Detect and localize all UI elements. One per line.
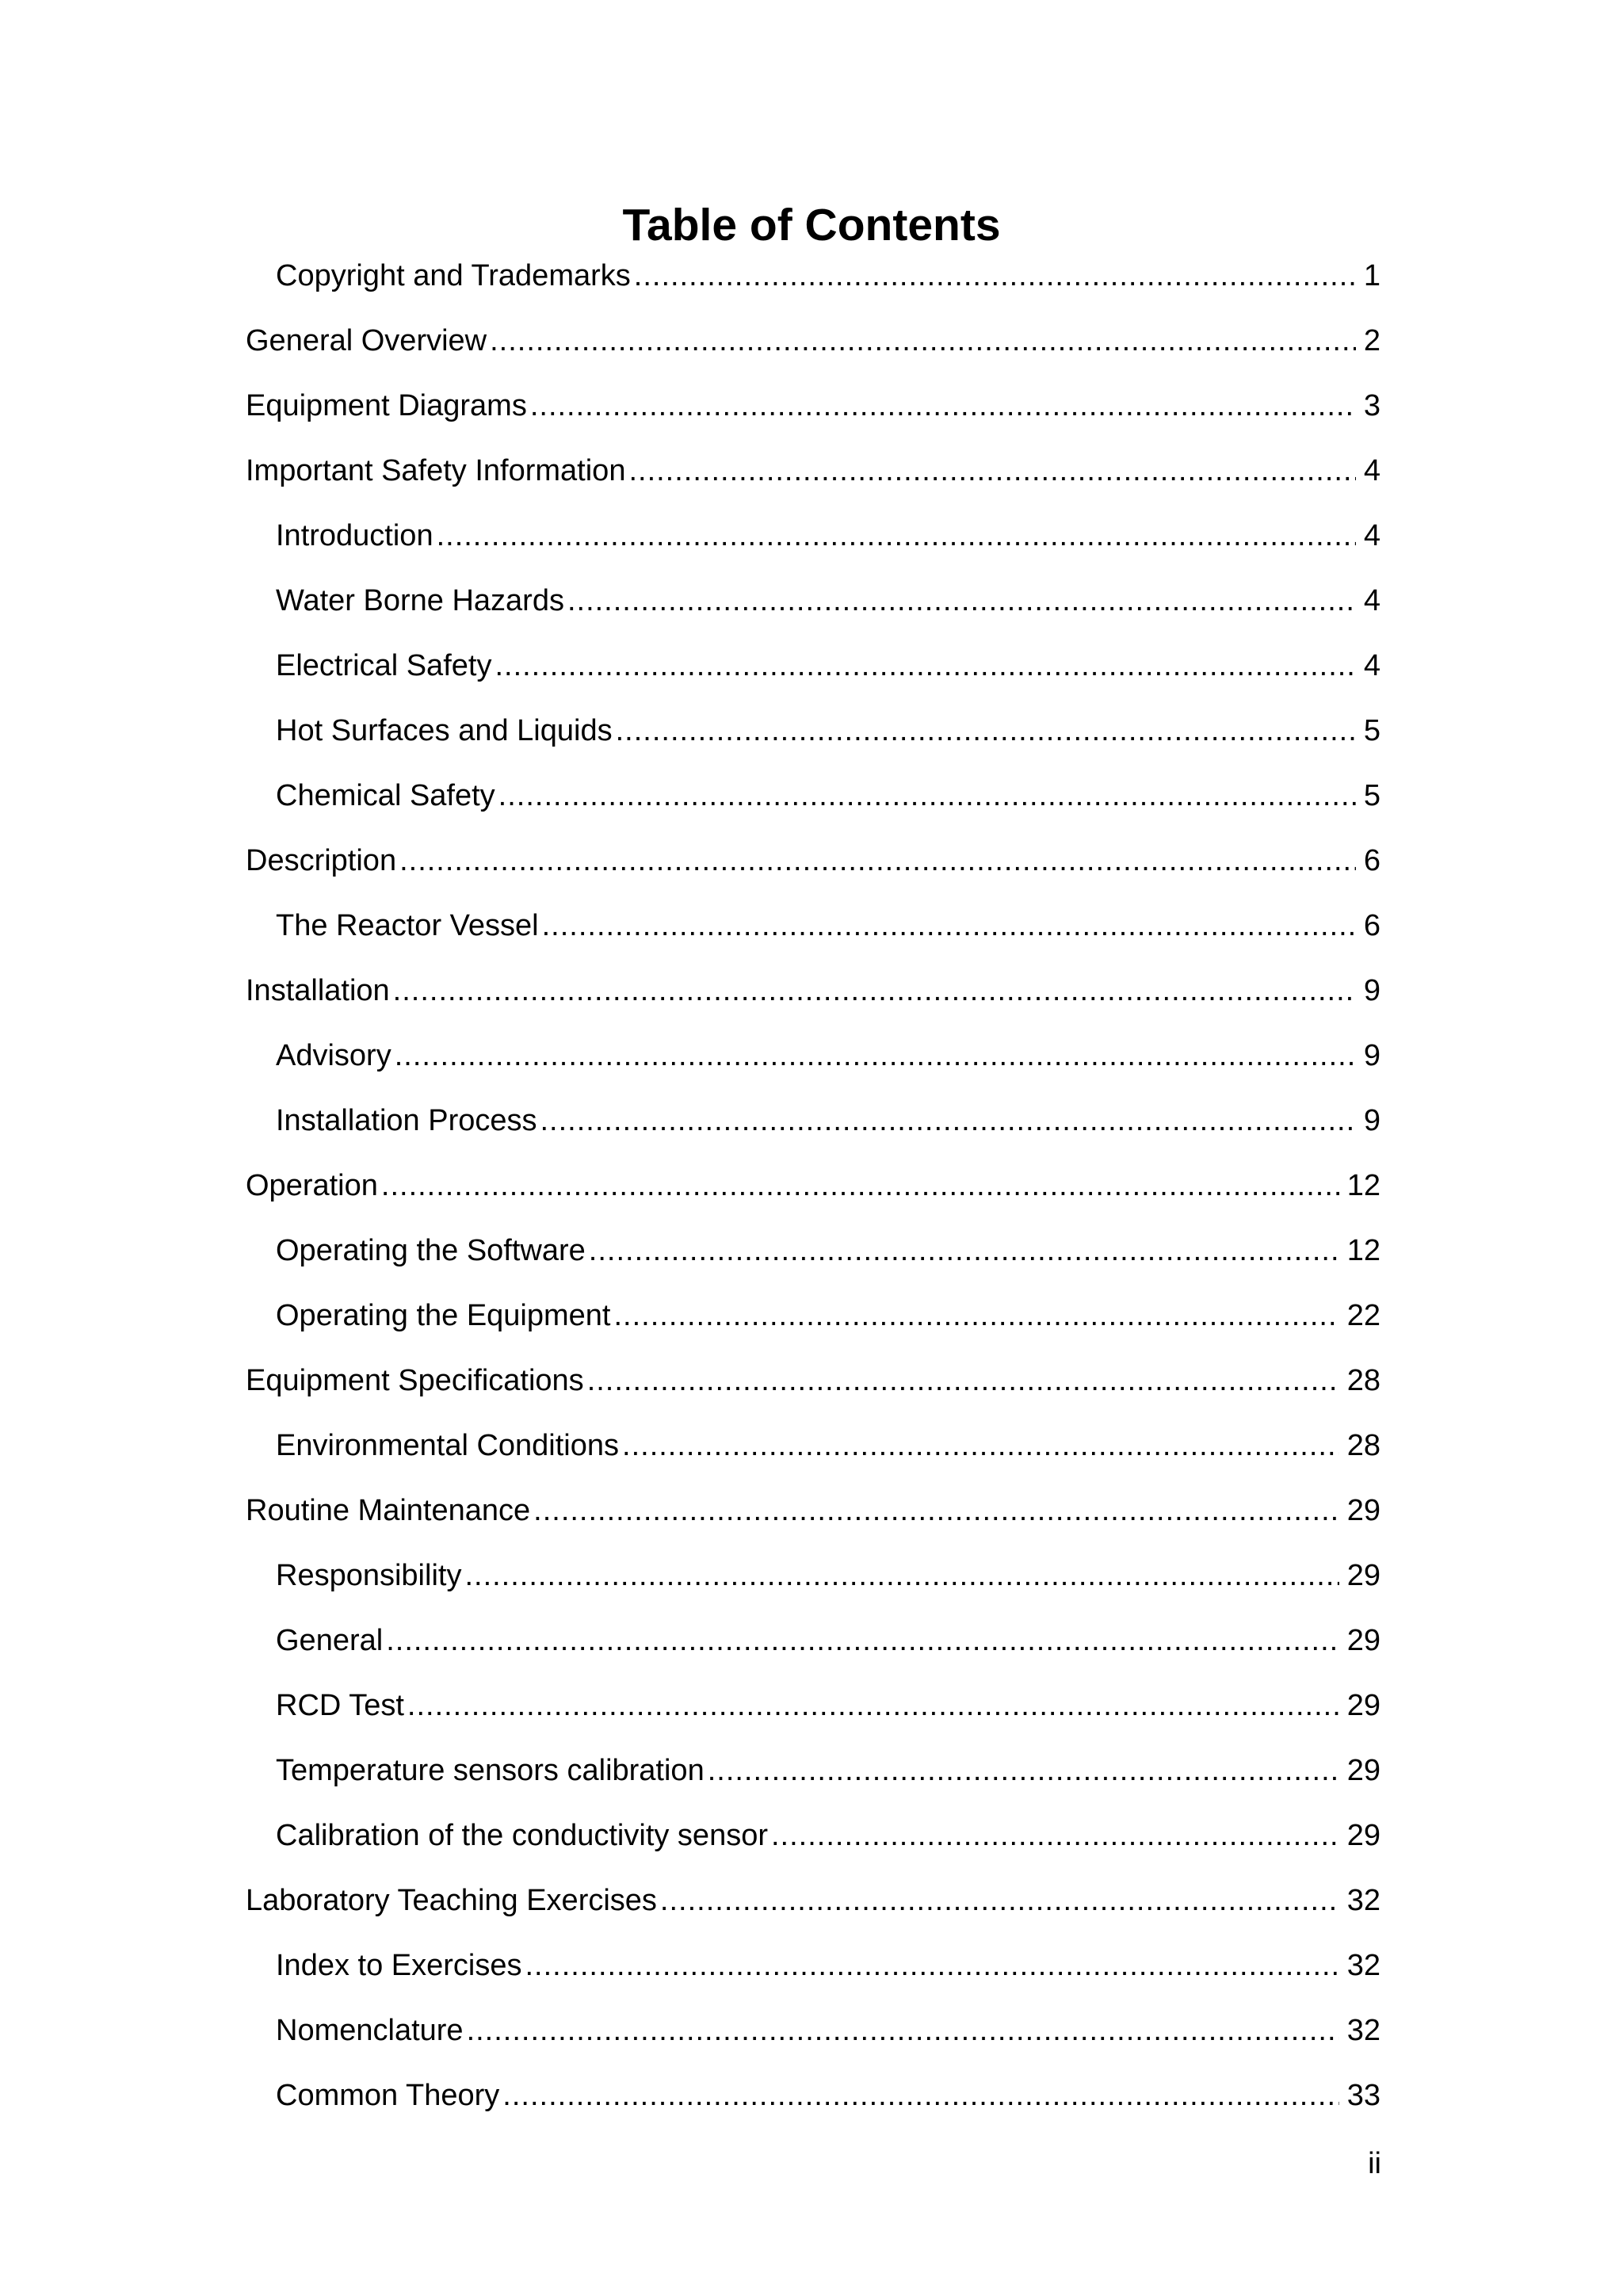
toc-dot-leader (622, 1417, 1339, 1474)
toc-entry-page: 5 (1363, 714, 1381, 747)
toc-entry-page: 32 (1346, 1949, 1381, 1982)
toc-dot-leader (614, 1287, 1339, 1344)
toc-entry-page: 12 (1346, 1234, 1381, 1267)
toc-entry-page: 29 (1346, 1624, 1381, 1657)
toc-entry[interactable] (246, 247, 1381, 312)
toc-dot-leader (399, 832, 1356, 889)
toc-entry[interactable] (246, 832, 1381, 897)
toc-entry-title: Description (246, 844, 397, 877)
toc-dot-leader (395, 1027, 1356, 1084)
toc-dot-leader (587, 1352, 1339, 1409)
toc-entry[interactable] (246, 1417, 1381, 1482)
toc-dot-leader (589, 1222, 1339, 1279)
toc-entry-title: Temperature sensors calibration (276, 1754, 705, 1787)
toc-entry[interactable] (246, 1222, 1381, 1287)
toc-dot-leader (490, 312, 1356, 369)
toc-entry-page: 29 (1346, 1494, 1381, 1527)
toc-dot-leader (660, 1872, 1339, 1929)
toc-dot-leader (467, 2002, 1339, 2059)
toc-entry-page: 29 (1346, 1754, 1381, 1787)
toc-entry-page: 29 (1346, 1689, 1381, 1722)
toc-entry-page: 22 (1346, 1299, 1381, 1332)
toc-entry[interactable] (246, 1157, 1381, 1222)
toc-entry-title: Water Borne Hazards (276, 584, 564, 617)
toc-entry-title: Environmental Conditions (276, 1429, 620, 1462)
toc-entry-page: 9 (1363, 974, 1381, 1007)
toc-entry-page: 12 (1346, 1169, 1381, 1202)
toc-entry[interactable] (246, 572, 1381, 637)
toc-dot-leader (407, 1677, 1339, 1734)
toc-entry-title: Operating the Equipment (276, 1299, 611, 1332)
toc-entry-title: Chemical Safety (276, 779, 495, 812)
toc-entry[interactable] (246, 1807, 1381, 1872)
toc-entry-page: 9 (1363, 1104, 1381, 1137)
toc-entry-title: Installation Process (276, 1104, 537, 1137)
toc-dot-leader (498, 767, 1356, 824)
toc-dot-leader (771, 1807, 1339, 1864)
toc-entry-page: 5 (1363, 779, 1381, 812)
toc-entry-page: 1 (1363, 259, 1381, 292)
toc-dot-leader (634, 247, 1356, 304)
toc-entry[interactable] (246, 1092, 1381, 1157)
toc-dot-leader (495, 637, 1355, 694)
toc-entry-title: Laboratory Teaching Exercises (246, 1884, 657, 1917)
toc-dot-leader (381, 1157, 1339, 1214)
toc-dot-leader (616, 702, 1356, 759)
toc-dot-leader (386, 1612, 1339, 1669)
toc-entry-title: Electrical Safety (276, 649, 492, 682)
toc-entry-title: The Reactor Vessel (276, 909, 539, 942)
toc-entry-title: Hot Surfaces and Liquids (276, 714, 613, 747)
toc-entry[interactable] (246, 377, 1381, 442)
toc-entry[interactable] (246, 702, 1381, 767)
toc-entry-page: 32 (1346, 1884, 1381, 1917)
toc-entry-page: 2 (1363, 324, 1381, 357)
toc-dot-leader (530, 377, 1356, 434)
toc-entry-page: 33 (1346, 2079, 1381, 2112)
toc-entry[interactable] (246, 1612, 1381, 1677)
toc-entry[interactable] (246, 1742, 1381, 1807)
toc-entry-title: Operating the Software (276, 1234, 586, 1267)
toc-entry[interactable] (246, 1677, 1381, 1742)
toc-entry-title: Installation (246, 974, 390, 1007)
toc-entry-title: Responsibility (276, 1559, 462, 1592)
toc-entry-title: Routine Maintenance (246, 1494, 531, 1527)
toc-dot-leader (567, 572, 1356, 629)
toc-entry-title: Important Safety Information (246, 454, 626, 487)
toc-entry-page: 6 (1363, 909, 1381, 942)
toc-dot-leader (628, 442, 1355, 499)
toc-entry-title: Advisory (276, 1039, 391, 1072)
toc-entry-title: Copyright and Trademarks (276, 259, 631, 292)
toc-entry[interactable] (246, 897, 1381, 962)
toc-entry[interactable] (246, 637, 1381, 702)
toc-entry-page: 3 (1363, 389, 1381, 422)
toc-entry[interactable] (246, 312, 1381, 377)
toc-entry-title: Index to Exercises (276, 1949, 522, 1982)
toc-entry-title: RCD Test (276, 1689, 404, 1722)
toc-entry-page: 28 (1346, 1364, 1381, 1397)
toc-dot-leader (542, 897, 1356, 954)
toc-dot-leader (393, 962, 1356, 1019)
toc-dot-leader (502, 2067, 1338, 2124)
toc-entry-page: 6 (1363, 844, 1381, 877)
toc-entry[interactable] (246, 2067, 1381, 2132)
toc-entry[interactable] (246, 1287, 1381, 1352)
toc-entry-title: General (276, 1624, 384, 1657)
toc-entry[interactable] (246, 1547, 1381, 1612)
toc-entry-page: 4 (1363, 584, 1381, 617)
toc-entry[interactable] (246, 1872, 1381, 1937)
toc-entry-page: 29 (1346, 1559, 1381, 1592)
page-number: ii (1368, 2147, 1381, 2180)
toc-entry-title: Nomenclature (276, 2014, 464, 2047)
toc-entry-page: 29 (1346, 1819, 1381, 1852)
toc-entry-page: 4 (1363, 649, 1381, 682)
toc-entry-page: 28 (1346, 1429, 1381, 1462)
toc-dot-leader (437, 507, 1356, 564)
toc-entry[interactable] (246, 1482, 1381, 1547)
toc-dot-leader (525, 1937, 1338, 1994)
toc-entry-title: Operation (246, 1169, 378, 1202)
toc-entry-page: 4 (1363, 519, 1381, 552)
toc-entry[interactable] (246, 507, 1381, 572)
toc-entry-page: 4 (1363, 454, 1381, 487)
toc-entry[interactable] (246, 962, 1381, 1027)
toc-entry[interactable] (246, 1352, 1381, 1417)
page-title: Table of Contents (622, 200, 1001, 250)
toc-entry-title: Equipment Diagrams (246, 389, 527, 422)
toc-dot-leader (540, 1092, 1356, 1149)
toc-entry-title: Introduction (276, 519, 433, 552)
toc-dot-leader (533, 1482, 1339, 1539)
toc-entry-title: Equipment Specifications (246, 1364, 584, 1397)
toc-entry[interactable] (246, 442, 1381, 507)
toc-entry-title: Common Theory (276, 2079, 500, 2112)
table-of-contents (246, 247, 1381, 2132)
toc-entry[interactable] (246, 767, 1381, 832)
toc-entry[interactable] (246, 1027, 1381, 1092)
toc-entry[interactable] (246, 2002, 1381, 2067)
toc-dot-leader (708, 1742, 1339, 1799)
toc-dot-leader (464, 1547, 1338, 1604)
toc-entry[interactable] (246, 1937, 1381, 2002)
toc-entry-title: Calibration of the conductivity sensor (276, 1819, 768, 1852)
toc-entry-page: 9 (1363, 1039, 1381, 1072)
toc-entry-title: General Overview (246, 324, 487, 357)
toc-entry-page: 32 (1346, 2014, 1381, 2047)
